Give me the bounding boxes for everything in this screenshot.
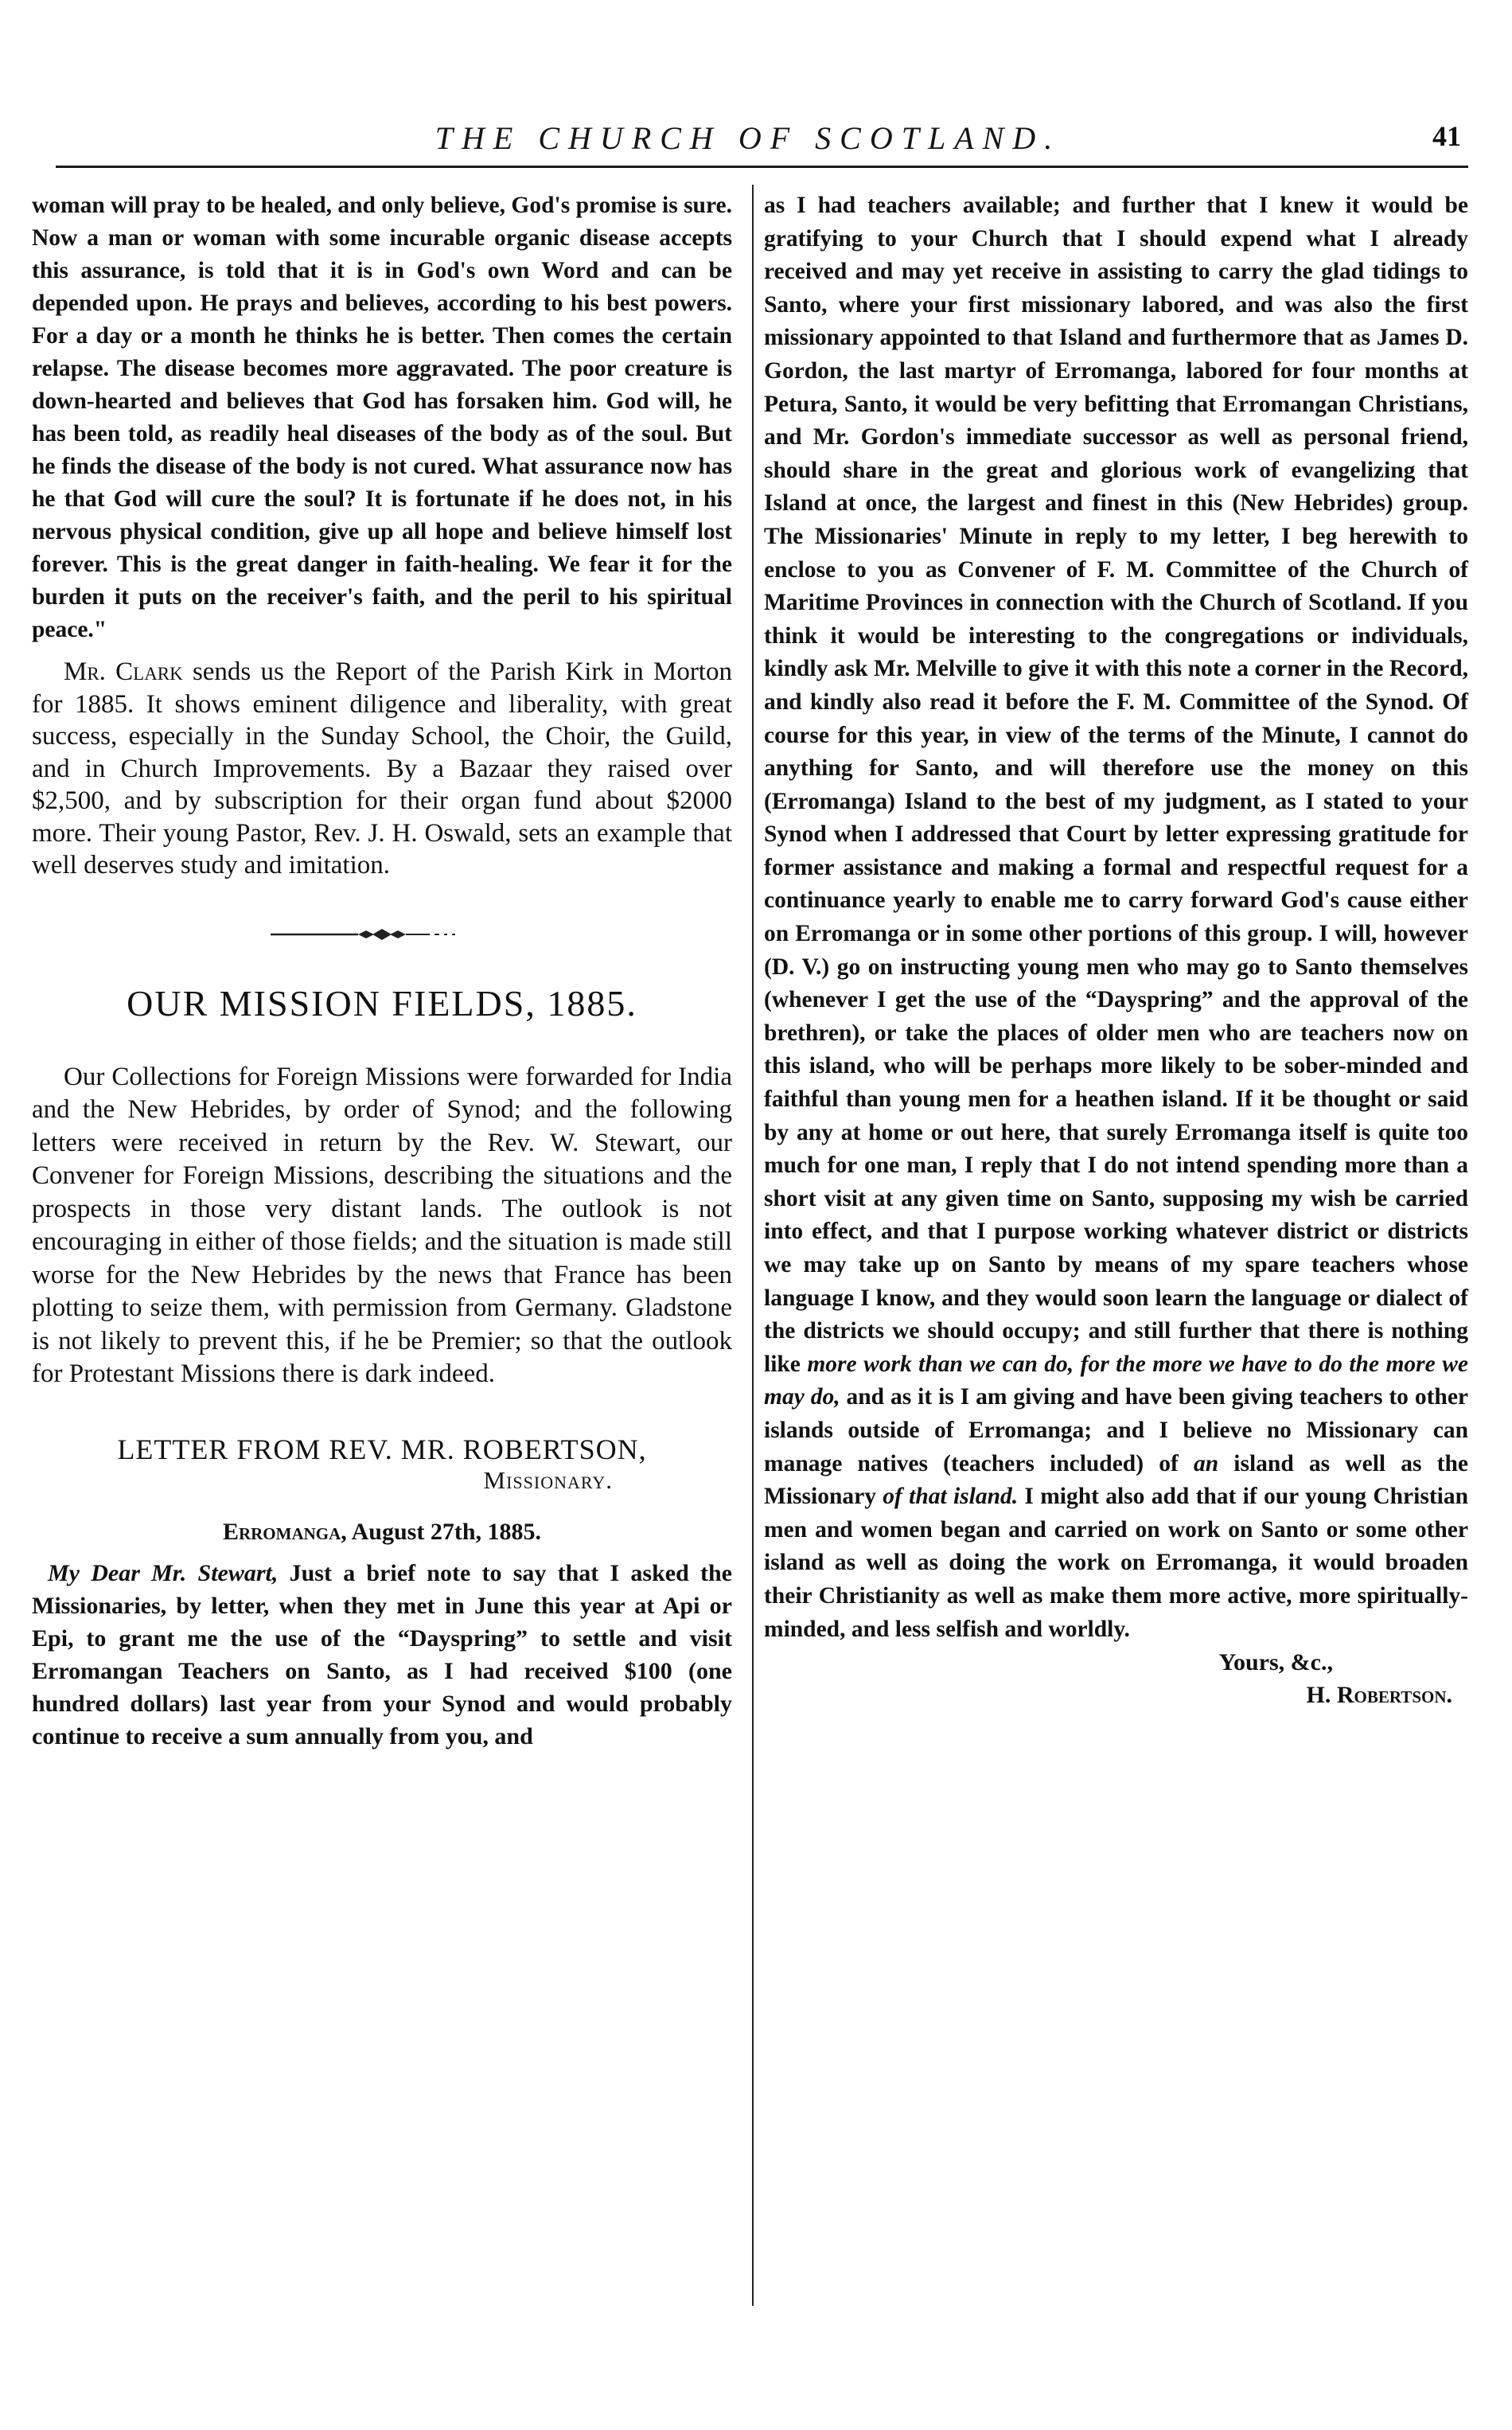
italic-of-that-island: of that island. <box>883 1484 1019 1510</box>
letter-subtitle: Missionary. <box>483 1465 613 1494</box>
right-column <box>764 189 1468 1711</box>
letter-signoff: Yours, &c., <box>1218 1649 1333 1676</box>
mission-fields-intro: Our Collections for Foreign Missions were forwarded for India and the New Hebrides, by order of Synod; and the following letters were received in return by the Rev. W. Stewart, our Convener for Foreign Missions, describing the situations and the prospects in those very distant lands. The outlook is not encouraging in either of those fields; and the situation is made still worse for the New Hebrides by the news that France has been plotting to seize them, with permission from Germany. Gladstone is not likely to prevent this, if he be Premier; so that the outlook for Protestant Missions there is dark indeed. <box>32 1062 732 1388</box>
clark-name: Mr. Clark <box>64 657 183 686</box>
letter-mid-text: island as well as the Missionary <box>764 1450 1468 1510</box>
page-number: 41 <box>1432 120 1461 152</box>
letter-signature: H. Robertson. <box>1306 1682 1452 1709</box>
clark-report-text: sends us the Report of the Parish Kirk in Morton for 1885. It shows eminent diligence and liberality, with great success, especially in the Sunday School, the Choir, the Guild, and in Church Improvements. By a Bazaar they raised over $2,500, and by subscription for their organ fund about $2000 more. Their young Pastor, Rev. J. H. Oswald, sets an example that well deserves study and imitation. <box>32 657 732 880</box>
italic-an: an <box>1193 1450 1219 1476</box>
letter-title: LETTER FROM REV. MR. ROBERTSON, <box>117 1433 647 1465</box>
letter-salutation: My Dear Mr. Stewart, <box>48 1559 279 1586</box>
faith-healing-paragraph: woman will pray to be healed, and only believe, God's promise is sure. Now a man or woman with some incurable organic disease accepts this assurance, is told that it is in God's own Word and can be depended upon. He prays and believes, according to his best powers. For a day or a month he thinks he is better. Then comes the certain relapse. The disease becomes more aggravated. The poor creature is down-hearted and believes that God has forsaken him. God will, he has been told, as readily heal diseases of the body as of the soul. But he finds the disease of the body is not cured. What assurance now has he that God will cure the soul? It is fortunate if he does not, in his nervous physical condition, give up all hope and believe himself lost forever. This is the great danger in faith-healing. We fear it for the burden it puts on the receiver's faith, and the peril to his spiritual peace." <box>32 193 732 642</box>
letter-continued-paragraph <box>764 189 1468 1646</box>
running-head-title: THE CHURCH OF SCOTLAND. <box>435 120 1062 156</box>
clark-report-paragraph <box>32 656 732 882</box>
letter-closing-text: I might also add that if our young Christian men and women began and carried on work on Santo or some other island as well as doing the work on Erromanga, it would broaden their Christianity as well as make them more active, more spiritually-minded, and less selfish and worldly. <box>764 1484 1469 1642</box>
letter-dateline <box>32 1519 732 1546</box>
header-rule <box>56 166 1468 168</box>
left-column <box>32 189 732 1753</box>
letter-date: August 27th, 1885. <box>346 1518 542 1545</box>
letter-continued-text: as I had teachers available; and further that I knew it would be gratifying to your Church that I should expend what I already received and may yet receive in assisting to carry the glad tidings to Santo, where your first missionary labored, and was also the first missionary appointed to that Island and furthermore that as James D. Gordon, the last martyr of Erromanga, labored for four months at Petura, Santo, it would be very befitting that Erromangan Christians, and Mr. Gordon's immediate successor as well as personal friend, should share in the great and glorious work of evangelizing that Island at once, the largest and finest in this (New Hebrides) group. The Missionaries' Minute in reply to my letter, I beg herewith to enclose to you as Convener of F. M. Committee of the Church of Maritime Provinces in connection with the Church of Scotland. If you think it would be interesting to the congregations or individuals, kindly ask Mr. Melville to give it with this note a corner in the Record, and kindly also read it before the F. M. Committee of the Synod. Of course for this year, in view of the terms of the Minute, I cannot do anything for Santo, and will therefore use the money on this (Erromanga) Island to the best of my judgment, as I stated to your Synod when I addressed that Court by letter expressing gratitude for former assistance and making a formal and respectful request for a continuance yearly to enable me to carry forward God's cause either on Erromanga or in some other portions of this group. I will, however (D. V.) go on instructing young men who may go to Santo themselves (whenever I get the use of the “Dayspring” and the approval of the brethren), or take the places of older men who are teachers now on this island, who will be perhaps more likely to be sober-minded and faithful than young men for a heathen island. If it be thought or said by any at home or out here, that surely Erromanga itself is quite too much for one man, I reply that I do not intend spending more than a short visit at any given time on Santo, supposing my wish be carried into effect, and that I purpose working whatever district or districts we may take up on Santo by means of my spare teachers whose language I know, and they would soon learn the language or dialect of the districts we should occupy; and still further that there is nothing like <box>764 193 1468 1377</box>
letter-place: Erromanga, <box>222 1518 347 1545</box>
letter-opening-paragraph <box>32 1557 732 1753</box>
italic-phrase: more work than we can do, for the more we have to do the more we may do, <box>764 1351 1468 1410</box>
letter-after-italic: and as it is I am giving and have been giving teachers to other islands outside of Erromanga; and I believe no Missionary can manage natives (teachers included) of <box>764 1384 1468 1476</box>
letter-opening-text: Just a brief note to say that I asked the Missionaries, by letter, when they met in June this year at Api or Epi, to grant me the use of the “Dayspring” to settle and visit Erromangan Teachers on Santo, as I had received $100 (one hundred dollars) last year from your Synod and would probably continue to receive a sum annually from you, and <box>32 1559 732 1749</box>
section-title: OUR MISSION FIELDS, 1885. <box>127 982 637 1024</box>
section-ornament <box>32 926 732 961</box>
ornamental-rule-icon <box>263 926 501 942</box>
column-divider <box>752 185 754 2306</box>
